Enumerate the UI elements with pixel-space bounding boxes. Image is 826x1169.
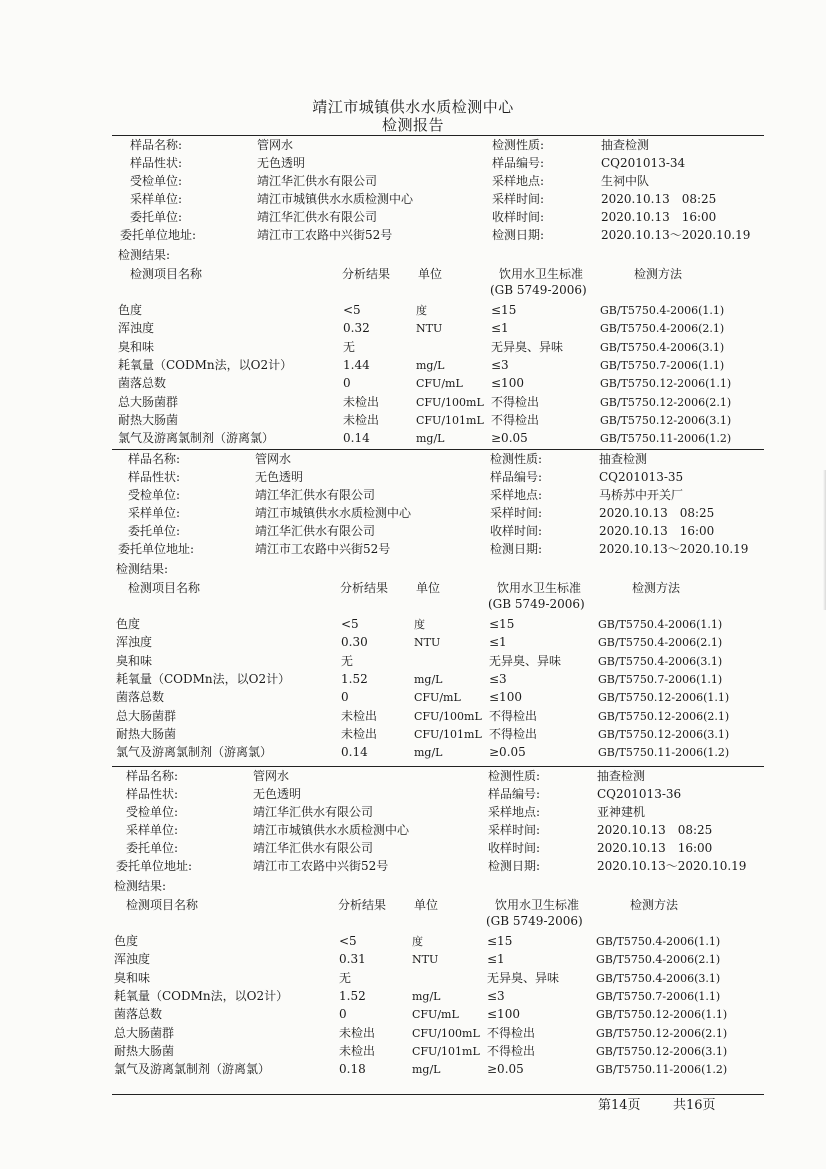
result-item: 浑浊度 [116, 635, 153, 650]
footer-rule [112, 1094, 764, 1095]
label-sampling-time: 采样时间: [490, 506, 543, 520]
result-value: 未检出 [343, 412, 380, 427]
label-sample-nature: 样品性状: [126, 787, 179, 801]
value-sample-name: 管网水 [253, 769, 290, 783]
result-value: <5 [341, 617, 359, 631]
value-sampling-unit: 靖江市城镇供水水质检测中心 [257, 192, 414, 206]
value-sampling-site: 亚神建机 [597, 805, 646, 819]
result-value: 0 [343, 376, 351, 391]
result-standard: 无异臭、异味 [491, 339, 564, 354]
col-item-header: 检测项目名称 [130, 267, 203, 281]
results-heading: 检测结果: [116, 562, 169, 576]
label-sampling-unit: 采样单位: [126, 823, 179, 837]
result-value: 0.31 [339, 952, 366, 967]
result-method: GB/T5750.7-2006(1.1) [598, 672, 723, 686]
result-method: GB/T5750.7-2006(1.1) [600, 358, 725, 372]
result-item: 氯气及游离氯制剂（游离氯） [118, 431, 275, 446]
result-standard: ≤1 [487, 952, 505, 967]
result-value: 0 [339, 1007, 347, 1022]
result-standard: ≤100 [489, 690, 522, 705]
value-client-address: 靖江市工农路中兴街52号 [255, 542, 391, 556]
label-client-address: 委托单位地址: [118, 542, 195, 556]
label-client-unit: 委托单位: [130, 210, 183, 224]
result-item: 菌落总数 [114, 1007, 163, 1022]
result-standard: ≤15 [487, 934, 513, 948]
result-method: GB/T5750.12-2006(3.1) [600, 413, 732, 427]
label-sampling-time: 采样时间: [488, 823, 541, 837]
result-value: 1.44 [343, 357, 370, 372]
result-value: 未检出 [341, 726, 378, 741]
result-item: 耐热大肠菌 [114, 1043, 175, 1058]
value-client-address: 靖江市工农路中兴街52号 [253, 859, 389, 873]
result-method: GB/T5750.12-2006(2.1) [598, 709, 730, 723]
col-standard-header: 饮用水卫生标准 [497, 581, 582, 595]
result-standard: 不得检出 [489, 726, 538, 741]
result-item: 菌落总数 [116, 690, 165, 705]
result-item: 色度 [118, 303, 143, 317]
result-standard: ≤1 [489, 635, 507, 650]
result-unit: 度 [416, 304, 427, 317]
label-inspected-unit: 受检单位: [126, 805, 179, 819]
value-inspected-unit: 靖江华汇供水有限公司 [253, 805, 374, 819]
value-client-unit: 靖江华汇供水有限公司 [255, 524, 376, 538]
label-sample-name: 样品名称: [130, 138, 183, 152]
value-sampling-unit: 靖江市城镇供水水质检测中心 [253, 823, 410, 837]
result-unit: NTU [412, 953, 439, 967]
col-unit-header: 单位 [416, 581, 441, 595]
value-inspected-unit: 靖江华汇供水有限公司 [255, 488, 376, 502]
result-value: 未检出 [339, 1025, 376, 1040]
label-test-nature: 检测性质: [490, 452, 543, 466]
result-standard: ≤100 [491, 376, 524, 391]
col-standard-sub-header: (GB 5749-2006) [488, 597, 585, 611]
result-standard: ≤15 [489, 617, 515, 631]
label-sample-no: 样品编号: [488, 787, 541, 801]
result-standard: 不得检出 [487, 1043, 536, 1058]
label-client-address: 委托单位地址: [116, 859, 193, 873]
label-test-date: 检测日期: [490, 542, 543, 556]
value-sample-no: CQ201013-35 [599, 470, 684, 484]
label-sampling-unit: 采样单位: [130, 192, 183, 206]
result-method: GB/T5750.12-2006(1.1) [600, 377, 732, 391]
result-method: GB/T5750.12-2006(3.1) [598, 727, 730, 741]
col-result-header: 分析结果 [338, 898, 387, 912]
value-receive-time: 2020.10.13 16:00 [601, 210, 717, 224]
results-heading: 检测结果: [118, 248, 171, 262]
result-item: 臭和味 [116, 653, 153, 668]
result-method: GB/T5750.4-2006(3.1) [598, 654, 723, 668]
col-unit-header: 单位 [414, 898, 439, 912]
result-item: 菌落总数 [118, 376, 167, 391]
result-unit: CFU/mL [412, 1008, 459, 1022]
result-unit: NTU [416, 322, 443, 336]
result-value: 1.52 [341, 671, 368, 686]
label-sample-no: 样品编号: [490, 470, 543, 484]
result-method: GB/T5750.4-2006(1.1) [596, 935, 721, 948]
value-inspected-unit: 靖江华汇供水有限公司 [257, 174, 378, 188]
value-test-nature: 抽查检测 [599, 452, 648, 466]
col-item-header: 检测项目名称 [126, 898, 199, 912]
col-unit-header: 单位 [418, 267, 443, 281]
result-method: GB/T5750.11-2006(1.2) [596, 1063, 728, 1077]
result-value: 无 [339, 970, 352, 985]
value-test-date: 2020.10.13～2020.10.19 [599, 542, 749, 556]
col-standard-header: 饮用水卫生标准 [495, 898, 580, 912]
result-unit: CFU/mL [414, 691, 461, 705]
result-method: GB/T5750.4-2006(3.1) [600, 340, 725, 354]
result-method: GB/T5750.12-2006(3.1) [596, 1044, 728, 1058]
result-unit: mg/L [412, 1063, 441, 1077]
value-sample-nature: 无色透明 [257, 156, 306, 170]
result-method: GB/T5750.4-2006(2.1) [596, 953, 721, 967]
results-heading: 检测结果: [114, 879, 167, 893]
value-test-nature: 抽查检测 [597, 769, 646, 783]
value-test-date: 2020.10.13～2020.10.19 [601, 228, 751, 242]
col-method-header: 检测方法 [634, 267, 683, 281]
result-standard: ≥0.05 [489, 745, 526, 760]
section-rule [112, 766, 764, 767]
value-sampling-time: 2020.10.13 08:25 [599, 506, 715, 520]
result-value: 0 [341, 690, 349, 705]
label-inspected-unit: 受检单位: [130, 174, 183, 188]
result-value: 无 [343, 339, 356, 354]
result-method: GB/T5750.4-2006(1.1) [598, 618, 723, 631]
value-receive-time: 2020.10.13 16:00 [597, 841, 713, 855]
result-method: GB/T5750.4-2006(1.1) [600, 304, 725, 317]
result-unit: mg/L [414, 672, 443, 686]
result-value: 0.14 [341, 745, 368, 760]
label-sampling-unit: 采样单位: [128, 506, 181, 520]
page-total: 共16页 [673, 1098, 716, 1113]
col-result-header: 分析结果 [340, 581, 389, 595]
label-client-address: 委托单位地址: [120, 228, 197, 242]
result-method: GB/T5750.11-2006(1.2) [598, 746, 730, 760]
result-value: 未检出 [341, 708, 378, 723]
result-value: 未检出 [343, 394, 380, 409]
result-standard: ≤3 [491, 357, 509, 372]
label-receive-time: 收样时间: [488, 841, 541, 855]
result-unit: CFU/101mL [414, 727, 482, 741]
result-item: 耐热大肠菌 [116, 726, 177, 741]
result-item: 耗氧量（CODMn法，以O2计） [116, 671, 291, 686]
value-client-unit: 靖江华汇供水有限公司 [257, 210, 378, 224]
result-unit: NTU [414, 636, 441, 650]
label-sample-name: 样品名称: [128, 452, 181, 466]
result-standard: ≤15 [491, 303, 517, 317]
result-value: <5 [339, 934, 357, 948]
result-unit: CFU/mL [416, 377, 463, 391]
result-standard: ≤3 [487, 988, 505, 1003]
result-item: 总大肠菌群 [116, 708, 177, 723]
header-rule [112, 135, 764, 136]
result-item: 耗氧量（CODMn法，以O2计） [118, 357, 293, 372]
col-item-header: 检测项目名称 [128, 581, 201, 595]
result-method: GB/T5750.12-2006(2.1) [600, 395, 732, 409]
value-test-date: 2020.10.13～2020.10.19 [597, 859, 747, 873]
result-method: GB/T5750.7-2006(1.1) [596, 989, 721, 1003]
label-sample-nature: 样品性状: [128, 470, 181, 484]
result-value: 0.30 [341, 635, 368, 650]
result-standard: ≥0.05 [487, 1062, 524, 1077]
result-unit: mg/L [414, 746, 443, 760]
result-standard: 无异臭、异味 [487, 970, 560, 985]
label-sampling-site: 采样地点: [488, 805, 541, 819]
label-sample-name: 样品名称: [126, 769, 179, 783]
label-receive-time: 收样时间: [490, 524, 543, 538]
result-item: 浑浊度 [114, 952, 151, 967]
value-sampling-time: 2020.10.13 08:25 [597, 823, 713, 837]
result-method: GB/T5750.11-2006(1.2) [600, 432, 732, 446]
result-value: 0.32 [343, 321, 370, 336]
result-standard: 不得检出 [487, 1025, 536, 1040]
result-unit: CFU/100mL [414, 709, 482, 723]
result-standard: ≥0.05 [491, 431, 528, 446]
value-sample-no: CQ201013-36 [597, 787, 682, 801]
result-method: GB/T5750.12-2006(1.1) [598, 691, 730, 705]
label-inspected-unit: 受检单位: [128, 488, 181, 502]
result-method: GB/T5750.12-2006(1.1) [596, 1008, 728, 1022]
result-method: GB/T5750.4-2006(2.1) [598, 636, 723, 650]
result-value: 1.52 [339, 988, 366, 1003]
label-test-nature: 检测性质: [492, 138, 545, 152]
label-sample-nature: 样品性状: [130, 156, 183, 170]
result-value: <5 [343, 303, 361, 317]
value-sample-nature: 无色透明 [255, 470, 304, 484]
value-sampling-site: 生祠中队 [601, 174, 650, 188]
result-standard: ≤3 [489, 671, 507, 686]
value-sampling-site: 马桥苏中开关厂 [599, 488, 684, 502]
result-item: 耗氧量（CODMn法，以O2计） [114, 988, 289, 1003]
result-unit: CFU/100mL [412, 1026, 480, 1040]
result-unit: mg/L [412, 989, 441, 1003]
result-unit: CFU/101mL [412, 1044, 480, 1058]
result-unit: 度 [412, 935, 423, 948]
col-method-header: 检测方法 [632, 581, 681, 595]
result-standard: 不得检出 [489, 708, 538, 723]
result-item: 总大肠菌群 [118, 394, 179, 409]
result-standard: 不得检出 [491, 394, 540, 409]
value-test-nature: 抽查检测 [601, 138, 650, 152]
result-value: 0.18 [339, 1062, 366, 1077]
result-unit: CFU/100mL [416, 395, 484, 409]
result-item: 色度 [116, 617, 141, 631]
label-test-date: 检测日期: [492, 228, 545, 242]
label-client-unit: 委托单位: [126, 841, 179, 855]
result-item: 臭和味 [118, 339, 155, 354]
result-standard: ≤100 [487, 1007, 520, 1022]
label-sampling-time: 采样时间: [492, 192, 545, 206]
result-method: GB/T5750.4-2006(3.1) [596, 971, 721, 985]
report-title: 靖江市城镇供水水质检测中心 [312, 98, 514, 116]
col-standard-header: 饮用水卫生标准 [499, 267, 584, 281]
page-number: 第14页 [598, 1098, 641, 1113]
section-rule [112, 449, 764, 450]
value-receive-time: 2020.10.13 16:00 [599, 524, 715, 538]
result-value: 无 [341, 653, 354, 668]
value-client-address: 靖江市工农路中兴街52号 [257, 228, 393, 242]
value-sample-name: 管网水 [257, 138, 294, 152]
result-standard: 无异臭、异味 [489, 653, 562, 668]
result-standard: 不得检出 [491, 412, 540, 427]
value-sampling-unit: 靖江市城镇供水水质检测中心 [255, 506, 412, 520]
col-result-header: 分析结果 [342, 267, 391, 281]
label-client-unit: 委托单位: [128, 524, 181, 538]
result-standard: ≤1 [491, 321, 509, 336]
value-sample-name: 管网水 [255, 452, 292, 466]
value-sample-no: CQ201013-34 [601, 156, 686, 170]
result-method: GB/T5750.12-2006(2.1) [596, 1026, 728, 1040]
result-unit: mg/L [416, 432, 445, 446]
value-sample-nature: 无色透明 [253, 787, 302, 801]
label-test-nature: 检测性质: [488, 769, 541, 783]
result-item: 浑浊度 [118, 321, 155, 336]
label-sample-no: 样品编号: [492, 156, 545, 170]
result-unit: 度 [414, 618, 425, 631]
label-sampling-site: 采样地点: [490, 488, 543, 502]
result-value: 未检出 [339, 1043, 376, 1058]
label-receive-time: 收样时间: [492, 210, 545, 224]
result-item: 臭和味 [114, 970, 151, 985]
result-value: 0.14 [343, 431, 370, 446]
label-sampling-site: 采样地点: [492, 174, 545, 188]
result-item: 总大肠菌群 [114, 1025, 175, 1040]
result-item: 氯气及游离氯制剂（游离氯） [116, 745, 273, 760]
result-item: 氯气及游离氯制剂（游离氯） [114, 1062, 271, 1077]
label-test-date: 检测日期: [488, 859, 541, 873]
result-unit: CFU/101mL [416, 413, 484, 427]
col-standard-sub-header: (GB 5749-2006) [486, 914, 583, 928]
value-client-unit: 靖江华汇供水有限公司 [253, 841, 374, 855]
value-sampling-time: 2020.10.13 08:25 [601, 192, 717, 206]
result-item: 色度 [114, 934, 139, 948]
col-standard-sub-header: (GB 5749-2006) [490, 283, 587, 297]
col-method-header: 检测方法 [630, 898, 679, 912]
result-item: 耐热大肠菌 [118, 412, 179, 427]
report-subtitle: 检测报告 [381, 116, 444, 134]
result-method: GB/T5750.4-2006(2.1) [600, 322, 725, 336]
result-unit: mg/L [416, 358, 445, 372]
